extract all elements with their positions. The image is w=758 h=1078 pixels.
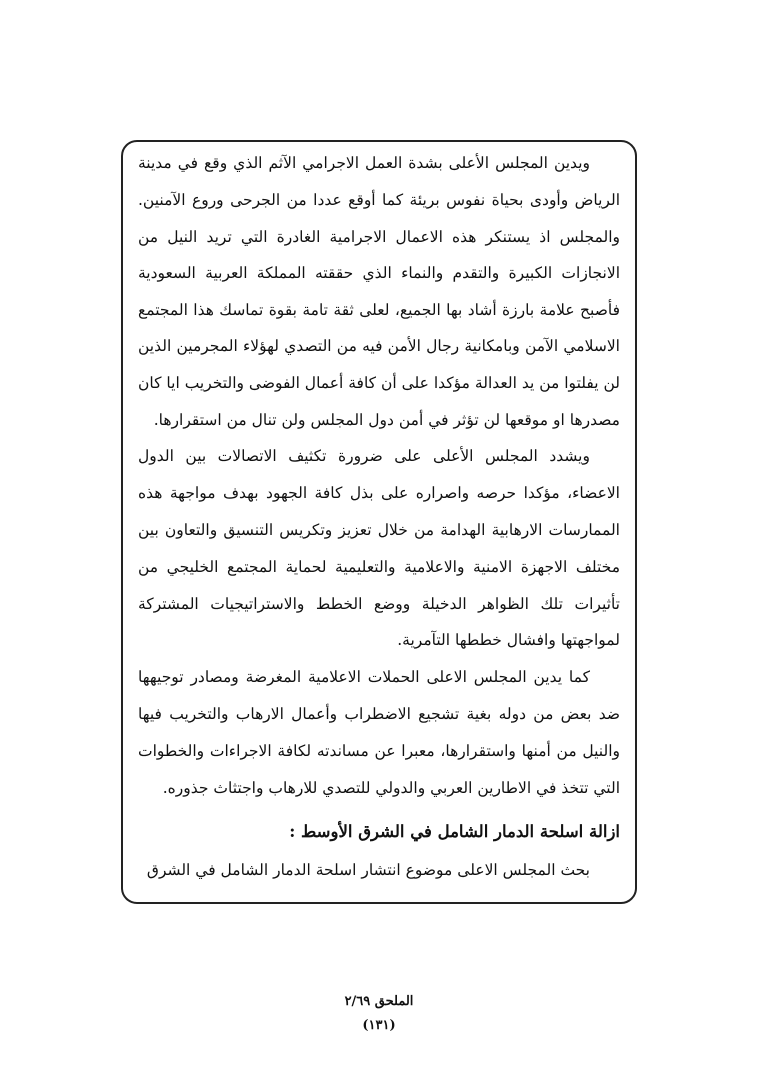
text-line: تأثيرات تلك الظواهر الدخيلة ووضع الخطط والاستراتيجيات المشتركة (138, 595, 620, 613)
text-line: ضد بعض من دوله بغية تشجيع الاضطراب وأعمال الارهاب والتخريب فيها (138, 705, 620, 723)
text-line: بحث المجلس الاعلى موضوع انتشار اسلحة الدمار الشامل في الشرق (146, 861, 590, 879)
text-line: مختلف الاجهزة الامنية والاعلامية والتعليمية لحماية المجتمع الخليجي من (138, 558, 620, 576)
text-line: ويدين المجلس الأعلى بشدة العمل الاجرامي الآثم الذي وقع في مدينة (138, 154, 590, 172)
text-line: لن يفلتوا من يد العدالة مؤكدا على أن كافة أعمال الفوضى والتخريب ايا كان (138, 374, 620, 392)
text-line: والنيل من أمنها واستقرارها، معبرا عن مساندته لكافة الاجراءات والخطوات (138, 742, 620, 760)
text-line: والمجلس اذ يستنكر هذه الاعمال الاجرامية الغادرة التي تريد النيل من (138, 228, 620, 246)
text-line: فأصبح علامة بارزة أشاد بها الجميع، لعلى ثقة تامة بقوة تماسك هذا المجتمع (138, 301, 620, 319)
text-line: الاسلامي الآمن وبامكانية رجال الأمن فيه من التصدي لهؤلاء المجرمين الذين (138, 337, 620, 355)
annex-label: الملحق ٢/٦٩ (344, 994, 414, 1009)
section-heading: ازالة اسلحة الدمار الشامل في الشرق الأوسط : (289, 822, 620, 841)
text-line: لمواجهتها وافشال خططها التآمرية. (397, 631, 620, 649)
text-line: الرياض وأودى بحياة نفوس بريئة كما أوقع عددا من الجرحى وروع الآمنين. (138, 191, 620, 209)
text-line: الاعضاء، مؤكدا حرصه واصراره على بذل كافة الجهود بهدف مواجهة هذه (138, 484, 620, 502)
text-line: كما يدين المجلس الاعلى الحملات الاعلامية المغرضة ومصادر توجيهها (138, 668, 590, 686)
text-line: مصدرها او موقعها لن تؤثر في أمن دول المجلس ولن تنال من استقرارها. (153, 411, 620, 429)
text-line: ويشدد المجلس الأعلى على ضرورة تكثيف الاتصالات بين الدول (138, 447, 590, 465)
text-line: الانجازات الكبيرة والتقدم والنماء الذي حققته المملكة العربية السعودية (138, 264, 620, 282)
text-line: الممارسات الارهابية الهدامة من خلال تعزيز وتكريس التنسيق والتعاون بين (138, 521, 620, 539)
page-number: (١٣١) (362, 1018, 396, 1033)
text-line: التي تتخذ في الاطارين العربي والدولي للتصدي للارهاب واجتثاث جذوره. (162, 779, 620, 797)
